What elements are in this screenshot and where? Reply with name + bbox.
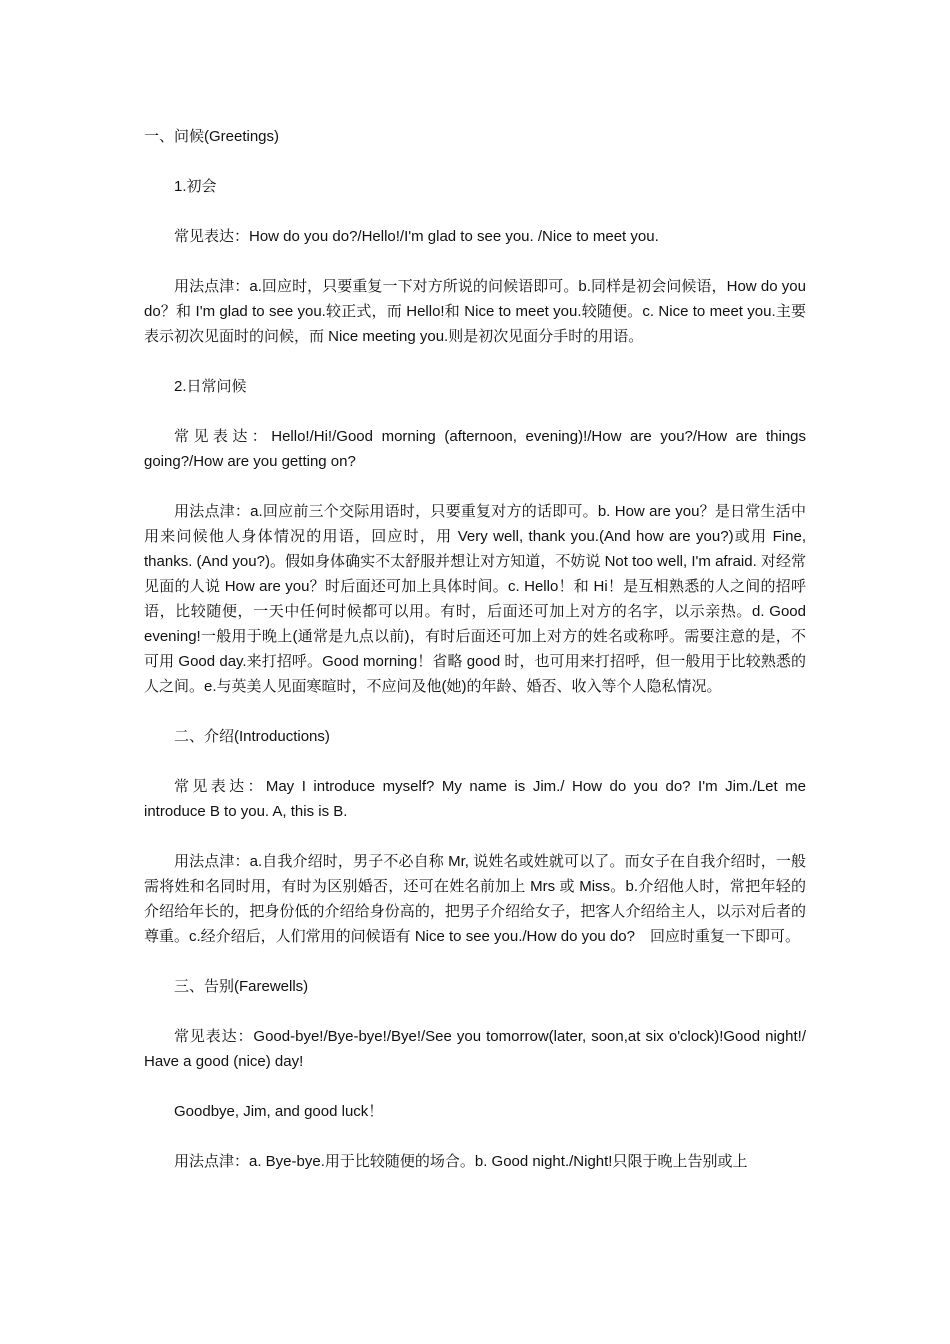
document-page bbox=[144, 124, 806, 1199]
introductions-usage-notes: 用法点津：a.自我介绍时，男子不必自称 Mr, 说姓名或姓就可以了。而女子在自我介绍时，一般需将姓和名同时用，有时为区别婚否，还可在姓名前加上 Mrs 或 Miss。b.介绍他人时，常把年轻的介绍给年长的，把身份低的介绍给身份高的，把男子介绍给女子，把客人介绍给主人，以示对后者的尊重。c.经介绍后，人们常用的问候语有 Nice to see you./How do you do? 回应时重复一下即可。 bbox=[144, 853, 806, 945]
farewells-usage-notes: 用法点津：a. Bye-bye.用于比较随便的场合。b. Good night./Night!只限于晚上告别或上 bbox=[174, 1153, 748, 1170]
first-meeting-usage-notes: 用法点津：a.回应时，只要重复一下对方所说的问候语即可。b.同样是初会问候语，How do you do？和 I'm glad to see you.较正式，而 Hello!和 Nice to meet you.较随便。c. Nice to meet you.主要表示初次见面时的问候，而 Nice meeting you.则是初次见面分手时的用语。 bbox=[144, 278, 806, 345]
daily-greetings-usage-notes: 用法点津：a.回应前三个交际用语时，只要重复对方的话即可。b. How are you？是日常生活中用来问候他人身体情况的用语，回应时，用 Very well, thank you.(And how are you?)或用 Fine, thanks. (And you?)。假如身体确实不太舒服并想让对方知道，不妨说 Not too well, I'm afraid. 对经常见面的人说 How are you？时后面还可加上具体时间。c. Hello！和 Hi！是互相熟悉的人之间的招呼语，比较随便，一天中任何时候都可以用。有时，后面还可加上对方的名字，以示亲热。d. Good evening!一般用于晚上(通常是九点以前)，有时后面还可加上对方的姓名或称呼。需要注意的是，不可用 Good day.来打招呼。Good morning！省略 good 时，也可用来打招呼，但一般用于比较熟悉的人之间。e.与英美人见面寒暄时，不应问及他(她)的年龄、婚否、收入等个人隐私情况。 bbox=[144, 503, 806, 695]
section-heading-farewells: 三、告别(Farewells) bbox=[174, 978, 309, 995]
farewells-example: Goodbye, Jim, and good luck！ bbox=[174, 1103, 384, 1120]
daily-greetings-expressions: 常见表达：Hello!/Hi!/Good morning (afternoon, evening)!/How are you?/How are things going?/How are you getting on? bbox=[144, 428, 806, 470]
introductions-expressions: 常见表达：May I introduce myself? My name is Jim./ How do you do? I'm Jim./Let me introduce B to you. A, this is B. bbox=[144, 778, 806, 820]
section-heading-greetings: 一、问候(Greetings) bbox=[144, 128, 280, 145]
first-meeting-expressions: 常见表达：How do you do?/Hello!/I'm glad to see you. /Nice to meet you. bbox=[174, 228, 659, 245]
section-heading-introductions: 二、介绍(Introductions) bbox=[174, 728, 330, 745]
farewells-expressions: 常见表达：Good-bye!/Bye-bye!/Bye!/See you tomorrow(later, soon,at six o'clock)!Good night!/ Have a good (nice) day! bbox=[144, 1028, 806, 1070]
subheading-daily-greetings: 2.日常问候 bbox=[174, 378, 247, 395]
subheading-first-meeting: 1.初会 bbox=[174, 178, 217, 195]
